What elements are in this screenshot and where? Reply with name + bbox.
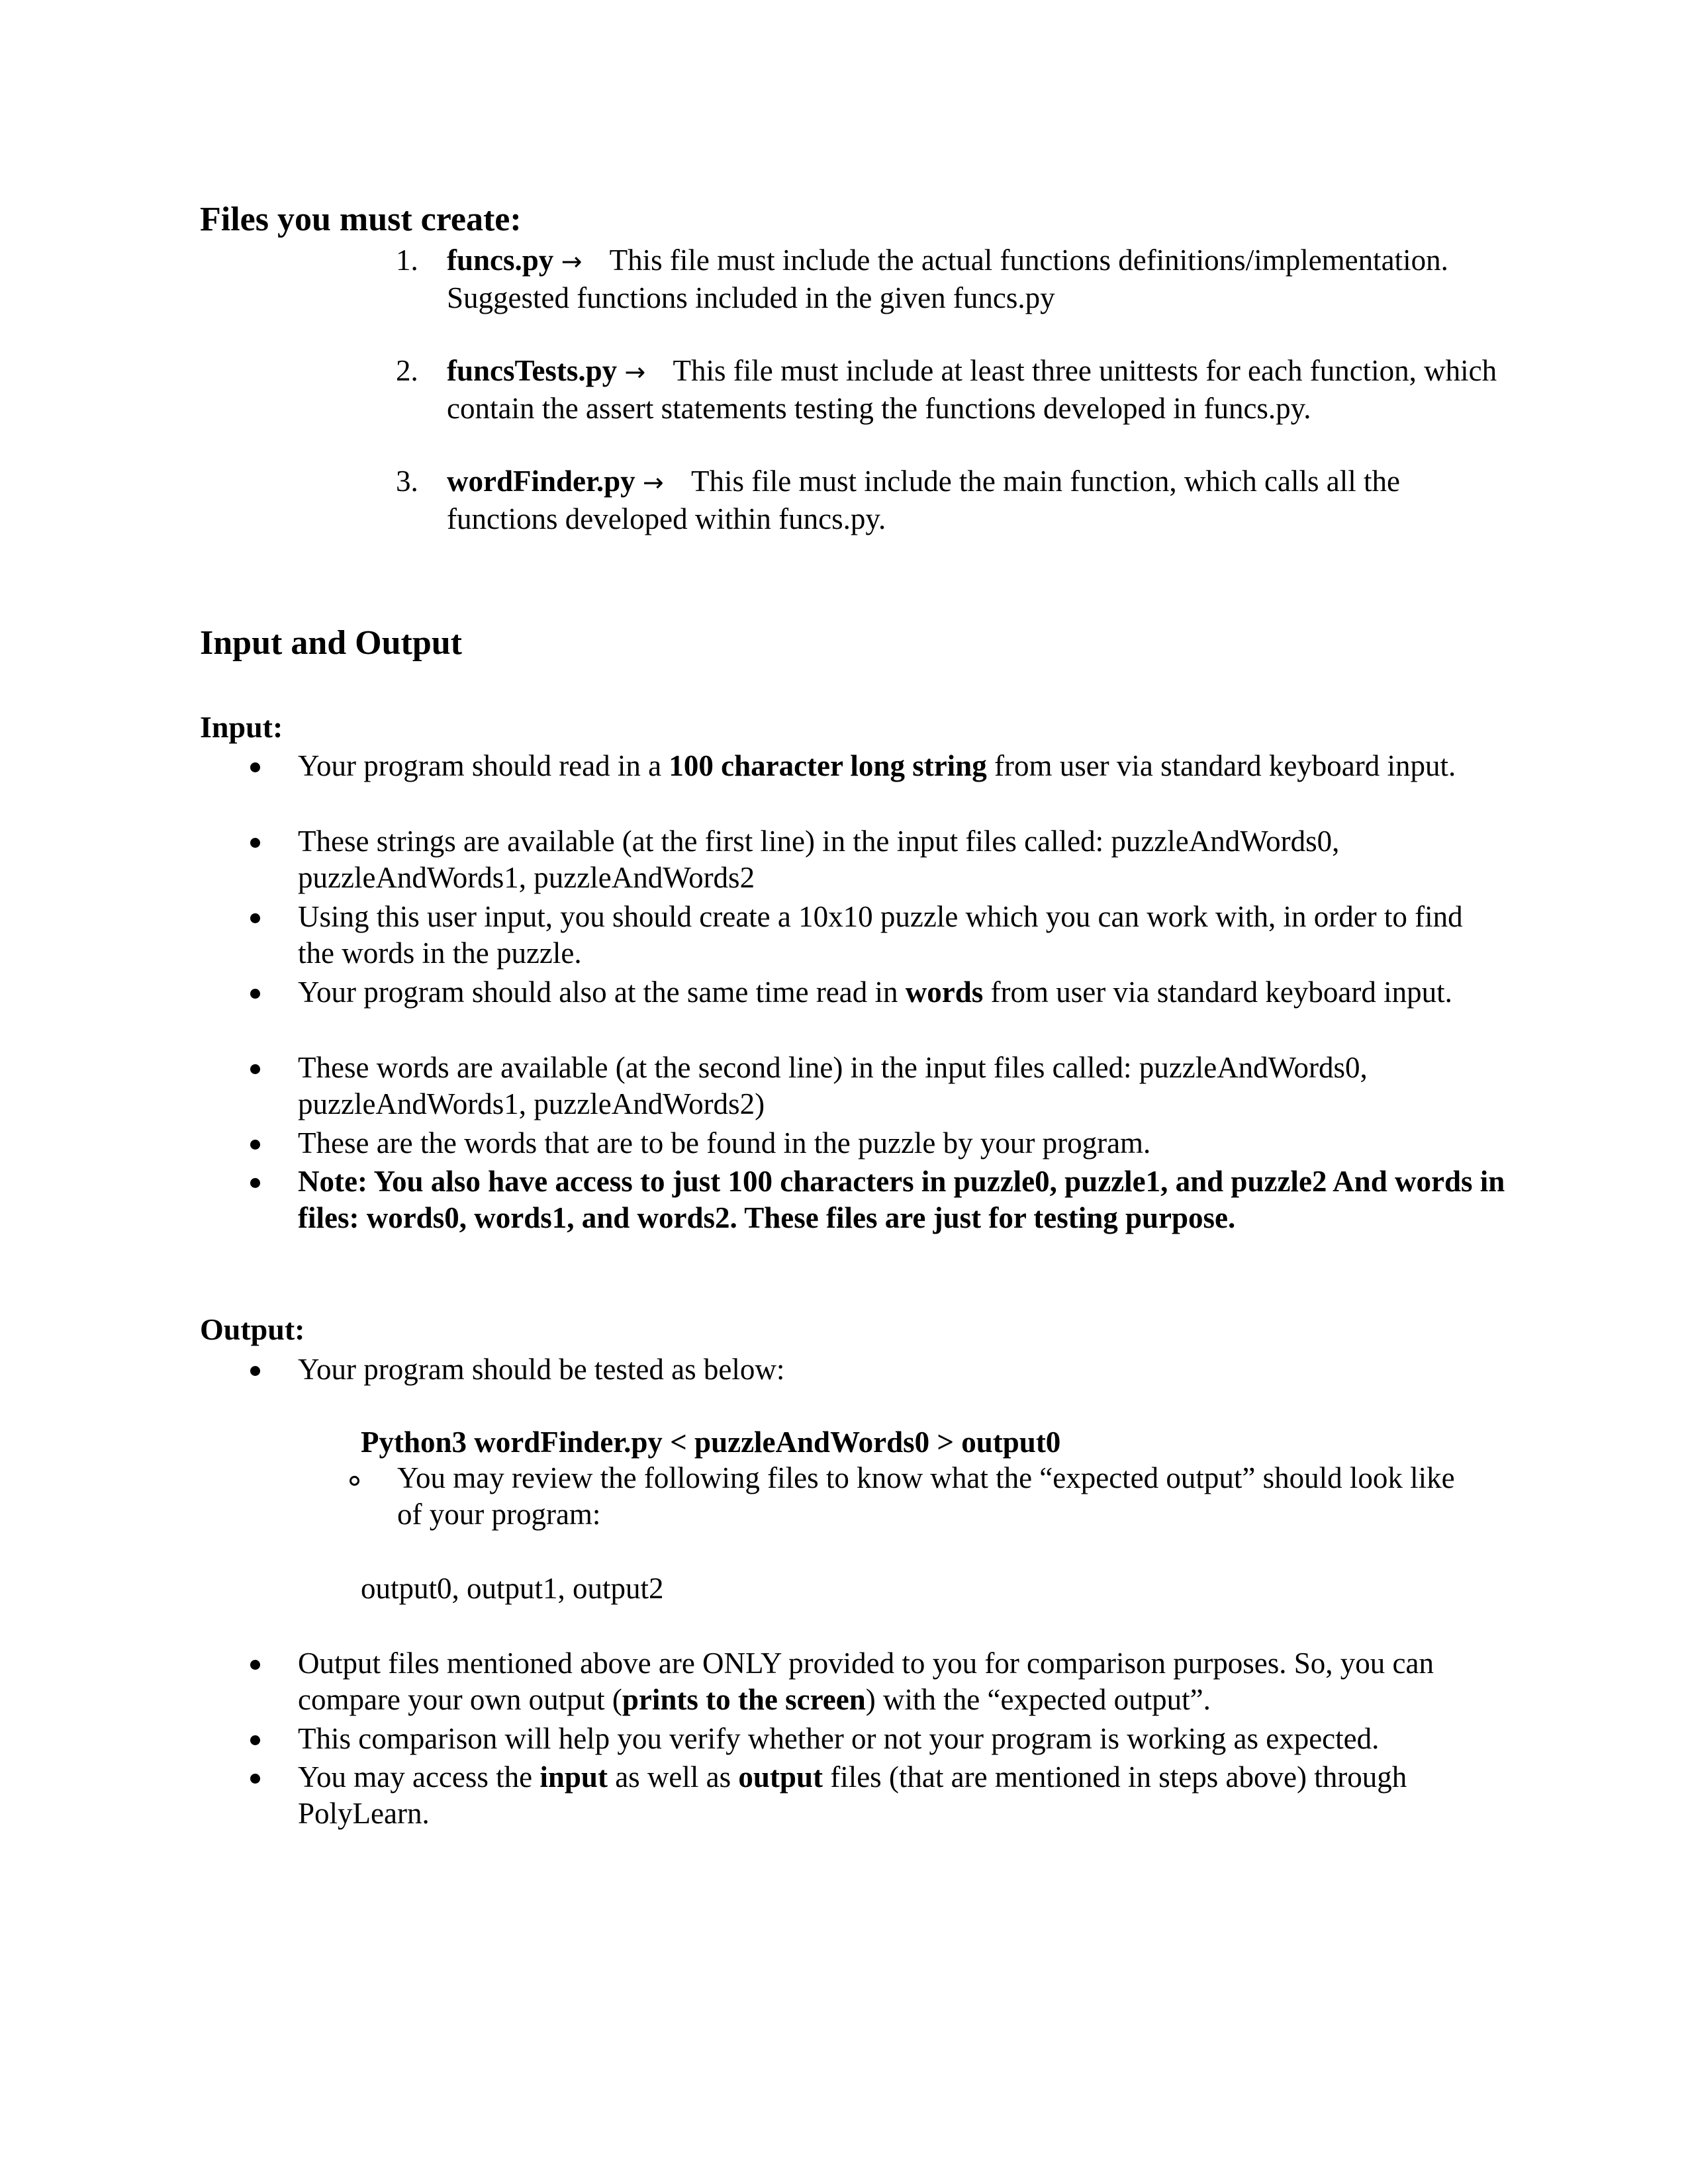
text-span: You may access the [298,1760,540,1794]
arrow-icon: → [624,357,646,387]
file-item-funcs [447,242,1519,316]
bullet-icon [250,1140,260,1150]
arrow-icon: → [561,247,583,276]
output-files-list: output0, output1, output2 [361,1572,664,1605]
file-description: This file must include the actual functions definitions/implementation. Suggested functions included in the given funcs.py [447,244,1448,314]
file-description: This file must include the main function, which calls all the functions developed within funcs.py. [447,465,1400,535]
input-bullet-5: These words are available (at the second line) in the input files called: puzzleAndWords0, puzzleAndWords1, puzzleAndWords2) [298,1051,1368,1120]
output-heading: Output: [200,1312,305,1346]
input-heading: Input: [200,710,283,744]
bold-span: words [905,976,984,1009]
file-item-funcstests [447,353,1513,427]
input-bullet-4 [298,974,1476,1011]
bullet-icon [250,989,260,999]
bullet-icon [250,762,260,772]
text-span: as well as [607,1760,739,1794]
filename-funcstests: funcsTests.py [447,354,618,387]
filename-wordfinder: wordFinder.py [447,465,635,498]
bold-span: prints to the screen [622,1683,866,1716]
list-number-3: 3. [396,465,418,498]
text-span: from user via standard keyboard input. [983,976,1452,1009]
bullet-icon [250,1064,260,1074]
arrow-icon: → [642,468,664,497]
list-number-2: 2. [396,354,418,387]
sub-bullet-icon [350,1476,359,1486]
input-bullet-2: These strings are available (at the first line) in the input files called: puzzleAndWords0, puzzleAndWords1, puzzleAndWords2 [298,825,1340,894]
input-bullet-7-note: Note: You also have access to just 100 characters in puzzle0, puzzle1, and puzzle2 And words in files: words0, words1, and words2. These files are just for testing purpose. [298,1165,1505,1234]
output-bullet-2 [298,1645,1476,1718]
test-command: Python3 wordFinder.py < puzzleAndWords0 > output0 [361,1426,1061,1459]
output-bullet-4 [298,1759,1489,1832]
text-span: ) with the “expected output”. [865,1683,1211,1716]
file-description: This file must include at least three unittests for each function, which contain the assert statements testing the functions developed in funcs.py. [447,354,1497,425]
bullet-icon [250,1366,260,1376]
text-span: from user via standard keyboard input. [986,749,1456,782]
text-span: Your program should also at the same time read in [298,976,906,1009]
file-item-wordfinder [447,463,1506,537]
bullet-icon [250,1178,260,1188]
text-span: files (that are mentioned in steps above) through PolyLearn. [298,1760,1407,1830]
bold-span: 100 character long string [669,749,987,782]
input-bullet-6: These are the words that are to be found in the puzzle by your program. [298,1126,1151,1160]
io-heading: Input and Output [200,624,462,662]
bullet-icon [250,1774,260,1784]
bold-span: output [738,1760,823,1794]
list-number-1: 1. [396,244,418,277]
output-bullet-1: Your program should be tested as below: [298,1353,785,1386]
output-bullet-3: This comparison will help you verify whether or not your program is working as expected. [298,1722,1380,1755]
text-span: Output files mentioned above are ONLY provided to you for comparison purposes. So, you can compare your own output ( [298,1647,1434,1716]
input-bullet-3: Using this user input, you should create a 10x10 puzzle which you can work with, in order to find the words in the puzzle. [298,900,1463,970]
text-span: Your program should read in a [298,749,669,782]
filename-funcs: funcs.py [447,244,554,277]
bullet-icon [250,1735,260,1745]
input-bullet-1 [298,748,1476,784]
bold-span: input [539,1760,608,1794]
files-heading: Files you must create: [200,201,522,238]
output-sub-bullet: You may review the following files to know what the “expected output” should look like of your program: [397,1461,1455,1531]
bullet-icon [250,1660,260,1670]
bullet-icon [250,913,260,923]
bullet-icon [250,838,260,848]
